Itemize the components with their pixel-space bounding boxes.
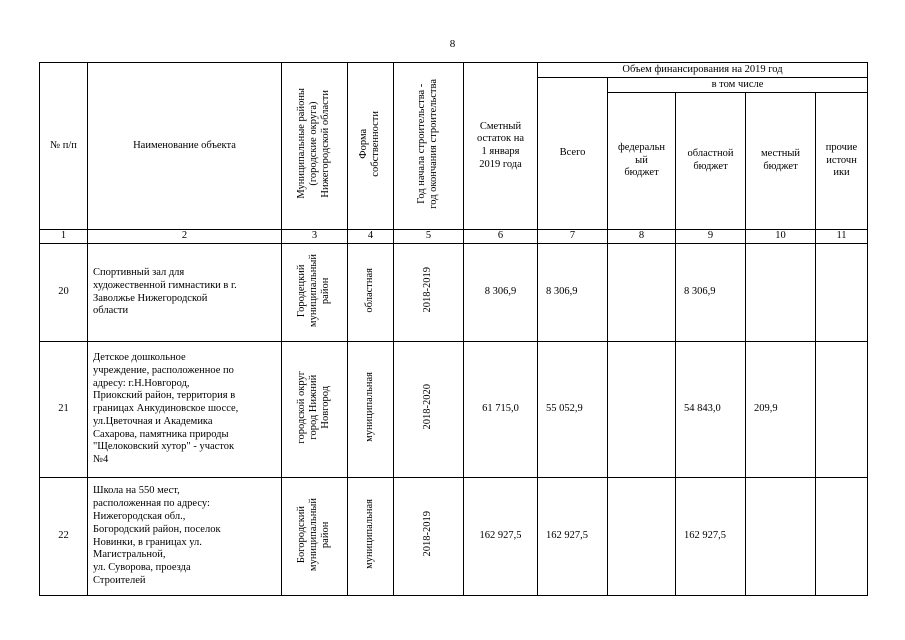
header-including: в том числе [608, 78, 868, 93]
district: городской округ город Нижний Новгород [282, 342, 348, 478]
header-other: прочие источн ики [816, 93, 868, 230]
row-number: 22 [40, 478, 88, 596]
column-number: 8 [608, 230, 676, 244]
other [816, 244, 868, 342]
federal [608, 478, 676, 596]
district: Богородский муниципальный район [282, 478, 348, 596]
column-number: 9 [676, 230, 746, 244]
header-ownership: Форма собственности [348, 63, 394, 230]
regional: 54 843,0 [676, 342, 746, 478]
balance: 8 306,9 [464, 244, 538, 342]
regional: 8 306,9 [676, 244, 746, 342]
header-local: местный бюджет [746, 93, 816, 230]
column-number: 2 [88, 230, 282, 244]
column-number: 3 [282, 230, 348, 244]
total: 8 306,9 [538, 244, 608, 342]
other [816, 342, 868, 478]
object-name: Спортивный зал для художественной гимнастики в г. Заволжье Нижегородской области [88, 244, 282, 342]
balance: 61 715,0 [464, 342, 538, 478]
table-row [40, 342, 868, 478]
balance: 162 927,5 [464, 478, 538, 596]
local [746, 244, 816, 342]
table-row [40, 478, 868, 596]
header-no: № п/п [40, 63, 88, 230]
other [816, 478, 868, 596]
row-number: 21 [40, 342, 88, 478]
object-name: Школа на 550 мест, расположенная по адресу: Нижегородская обл., Богородский район, поселок Новинки, в границах ул. Магистральной, ул. Суворова, проезда Строителей [88, 478, 282, 596]
regional: 162 927,5 [676, 478, 746, 596]
federal [608, 244, 676, 342]
financing-table [39, 62, 868, 596]
page-number: 8 [449, 38, 456, 50]
years: 2018-2020 [394, 342, 464, 478]
header-federal: федеральн ый бюджет [608, 93, 676, 230]
local: 209,9 [746, 342, 816, 478]
column-number: 11 [816, 230, 868, 244]
total: 162 927,5 [538, 478, 608, 596]
object-name: Детское дошкольное учреждение, расположенное по адресу: г.Н.Новгород, Приокский район, территория в границах Анкудиновское шоссе, ул.Цветочная и Академика Сахарова, памятника природы "Щелоковский хутор" - участок №4 [88, 342, 282, 478]
local [746, 478, 816, 596]
header-years: Год начала строительства - год окончания строительства [394, 63, 464, 230]
column-number: 1 [40, 230, 88, 244]
ownership: муниципальная [348, 478, 394, 596]
ownership: областная [348, 244, 394, 342]
ownership: муниципальная [348, 342, 394, 478]
header-district: Муниципальные районы (городские округа) Нижегородской области [282, 63, 348, 230]
row-number: 20 [40, 244, 88, 342]
header-financing-group: Объем финансирования на 2019 год [538, 63, 868, 78]
years: 2018-2019 [394, 478, 464, 596]
column-number: 10 [746, 230, 816, 244]
header-total: Всего [538, 78, 608, 230]
district: Городецкий муниципальный район [282, 244, 348, 342]
federal [608, 342, 676, 478]
column-number: 4 [348, 230, 394, 244]
years: 2018-2019 [394, 244, 464, 342]
header-regional: областной бюджет [676, 93, 746, 230]
column-numbers-row [40, 230, 868, 244]
header-balance: Сметный остаток на 1 января 2019 года [464, 63, 538, 230]
table-row [40, 244, 868, 342]
column-number: 5 [394, 230, 464, 244]
column-number: 6 [464, 230, 538, 244]
column-number: 7 [538, 230, 608, 244]
header-object-name: Наименование объекта [88, 63, 282, 230]
total: 55 052,9 [538, 342, 608, 478]
